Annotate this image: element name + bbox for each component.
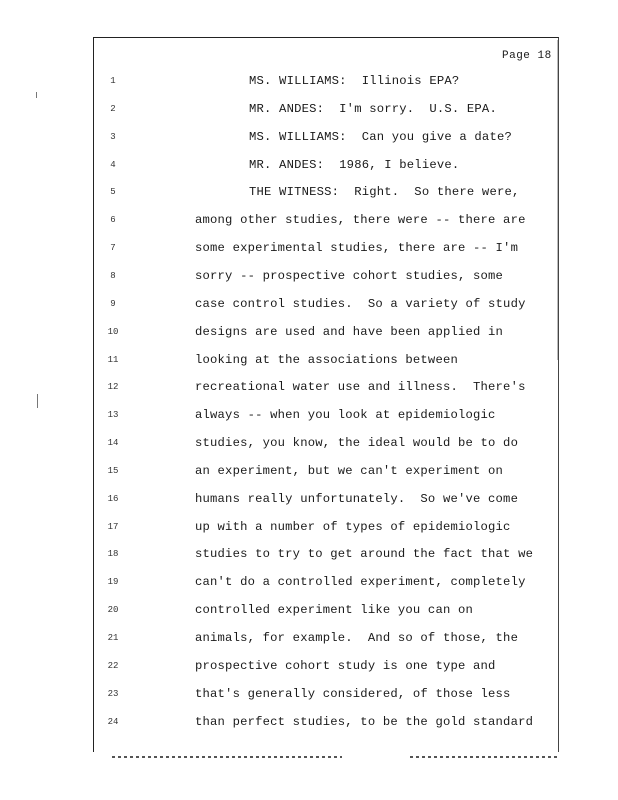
transcript-line: MS. WILLIAMS: Can you give a date? — [249, 129, 512, 144]
transcript-line: up with a number of types of epidemiologic — [195, 519, 511, 534]
line-number: 22 — [107, 660, 119, 671]
transcript-line: always -- when you look at epidemiologic — [195, 408, 496, 423]
line-number: 15 — [107, 465, 119, 476]
transcript-line: MR. ANDES: I'm sorry. U.S. EPA. — [249, 101, 497, 116]
transcript-line: case control studies. So a variety of study — [195, 296, 526, 311]
line-number: 13 — [107, 410, 119, 421]
transcript-line: looking at the associations between — [195, 352, 458, 367]
line-number: 19 — [107, 577, 119, 588]
transcript-line: some experimental studies, there are -- I'm — [195, 241, 519, 256]
transcript-line: than perfect studies, to be the gold standard — [195, 714, 534, 729]
transcript-line: controlled experiment like you can on — [195, 603, 474, 618]
transcript-line: humans really unfortunately. So we've come — [195, 491, 519, 506]
transcript-line: can't do a controlled experiment, completely — [195, 575, 526, 590]
transcript-line: prospective cohort study is one type and — [195, 658, 496, 673]
scan-mark — [36, 92, 37, 98]
transcript-line: designs are used and have been applied in — [195, 324, 504, 339]
line-number: 4 — [110, 159, 116, 170]
line-number: 17 — [107, 521, 119, 532]
transcript-line: studies to try to get around the fact that we — [195, 547, 534, 562]
line-number: 11 — [107, 354, 119, 365]
transcript-line: animals, for example. And so of those, the — [195, 631, 519, 645]
line-number: 8 — [110, 270, 116, 281]
line-number: 24 — [107, 716, 119, 727]
transcript-line: sorry -- prospective cohort studies, some — [195, 268, 504, 283]
line-number: 23 — [107, 688, 119, 699]
line-number: 6 — [110, 215, 116, 226]
transcript-line: recreational water use and illness. There's — [195, 380, 526, 395]
transcript-line: THE WITNESS: Right. So there were, — [249, 185, 520, 200]
scan-mark — [37, 394, 38, 408]
line-number: 9 — [110, 298, 116, 309]
line-number: 3 — [110, 131, 116, 142]
line-number: 5 — [110, 187, 116, 198]
line-number: 18 — [107, 549, 119, 560]
transcript-line: an experiment, but we can't experiment on — [195, 463, 504, 478]
line-number: 7 — [110, 243, 116, 254]
line-number: 21 — [107, 633, 119, 643]
line-number: 1 — [110, 76, 116, 86]
line-number: 2 — [110, 103, 116, 114]
page-number: Page 18 — [502, 50, 552, 62]
transcript-line: studies, you know, the ideal would be to do — [195, 436, 519, 451]
scan-mark — [557, 40, 558, 360]
transcript-line: that's generally considered, of those less — [195, 686, 511, 701]
line-number: 14 — [107, 438, 119, 449]
transcript-line: among other studies, there were -- there are — [195, 213, 526, 228]
line-number: 10 — [107, 326, 119, 337]
transcript-line: MS. WILLIAMS: Illinois EPA? — [249, 74, 460, 88]
scan-footer-noise — [112, 756, 342, 758]
line-number: 12 — [107, 382, 119, 393]
scan-footer-noise — [410, 756, 560, 758]
transcript-line: MR. ANDES: 1986, I believe. — [249, 157, 460, 172]
line-number: 16 — [107, 493, 119, 504]
line-number: 20 — [107, 605, 119, 616]
